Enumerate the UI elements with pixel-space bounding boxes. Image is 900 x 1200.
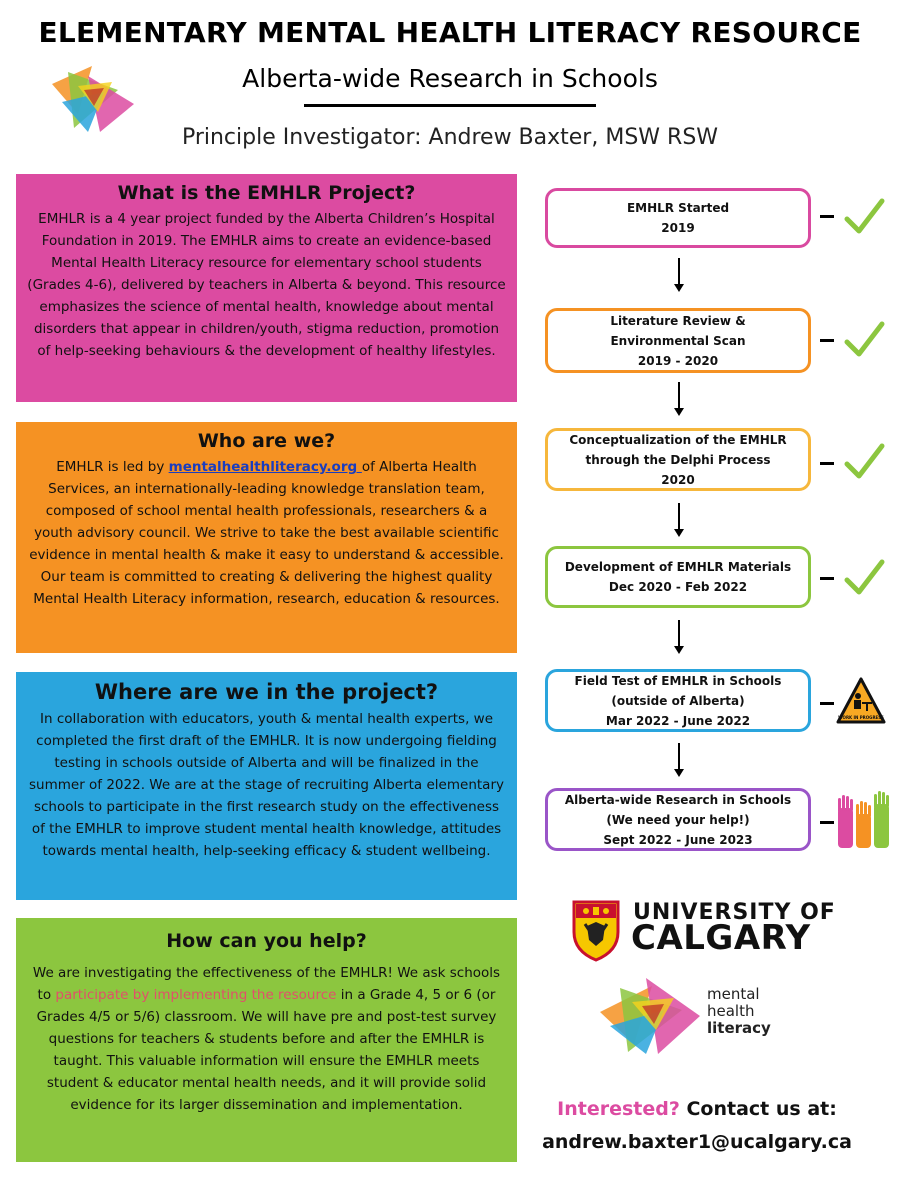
help-body-rest: in a Grade 4, 5 or 6 (or Grades 4/5 or 5/6) classroom. We will have pre and post-test survey questions for teachers & students before and after the EMHLR is taught. This valuable information will ensure the EMHLR meets student & educator mental health needs, and it will provide solid evidence for its larger dissemination and implementation. bbox=[36, 987, 497, 1113]
what-is-emhlr-panel bbox=[16, 174, 517, 402]
help-body-intro: We are investigating the effectiveness of the EMHLR! We ask schools to bbox=[32, 965, 501, 1003]
step-subtitle: Environmental Scan bbox=[610, 333, 746, 348]
arrow-down-icon bbox=[672, 620, 686, 654]
page-subtitle: Alberta-wide Research in Schools bbox=[242, 64, 658, 93]
arrow-down-icon bbox=[672, 503, 686, 537]
help-highlight: participate by implementing the resource bbox=[55, 987, 337, 1003]
who-body-intro: EMHLR is led by bbox=[56, 459, 169, 475]
how-can-you-help-panel bbox=[16, 918, 517, 1162]
mhl-word-health: health bbox=[707, 1002, 755, 1020]
mhl-website-link[interactable]: mentalhealthliteracy.org bbox=[168, 459, 362, 475]
status-dash bbox=[820, 215, 834, 218]
step-date: Sept 2022 - June 2023 bbox=[603, 832, 753, 847]
timeline-step-1 bbox=[545, 188, 811, 248]
step-date: 2019 - 2020 bbox=[637, 353, 719, 368]
contact-label: Contact us at: bbox=[679, 1098, 837, 1120]
project-status-heading: Where are we in the project? bbox=[94, 680, 439, 704]
status-dash bbox=[820, 821, 834, 824]
how-can-you-help-body bbox=[26, 962, 507, 1116]
page-title: ELEMENTARY MENTAL HEALTH LITERACY RESOURCE bbox=[38, 16, 862, 49]
who-body-rest: of Alberta Health Services, an internationally-leading knowledge translation team, composed of school mental health professionals, researchers & a youth advisory council. We strive to take the best available scientific evidence in mental health & make it easy to understand & accessible. Our team is committed to creating & delivering the highest quality Mental Health Literacy information, research, education & resources. bbox=[29, 459, 504, 607]
who-are-we-body bbox=[26, 456, 507, 610]
university-name-line2: CALGARY bbox=[631, 918, 811, 958]
check-icon bbox=[842, 440, 886, 484]
step-title: Literature Review & bbox=[610, 313, 746, 328]
mhl-wordmark bbox=[707, 986, 771, 1037]
status-dash bbox=[820, 339, 834, 342]
status-dash bbox=[820, 577, 834, 580]
timeline-step-5 bbox=[545, 669, 811, 732]
step-subtitle: (We need your help!) bbox=[606, 812, 750, 827]
arrow-down-icon bbox=[672, 743, 686, 777]
mhl-word-literacy: literacy bbox=[707, 1019, 771, 1037]
check-icon bbox=[842, 556, 886, 600]
step-title: Field Test of EMHLR in Schools bbox=[574, 673, 782, 688]
how-can-you-help-heading: How can you help? bbox=[166, 930, 367, 952]
step-date: 2020 bbox=[661, 472, 695, 487]
contact-email[interactable]: andrew.baxter1@ucalgary.ca bbox=[542, 1131, 852, 1153]
title-divider bbox=[304, 104, 596, 107]
step-date: Mar 2022 - June 2022 bbox=[605, 713, 751, 728]
principal-investigator: Principle Investigator: Andrew Baxter, MSW RSW bbox=[181, 125, 719, 150]
mhl-word-mental: mental bbox=[707, 985, 760, 1003]
who-are-we-heading: Who are we? bbox=[197, 430, 336, 452]
what-is-emhlr-heading: What is the EMHLR Project? bbox=[117, 182, 416, 204]
step-date: Dec 2020 - Feb 2022 bbox=[608, 580, 748, 594]
timeline-step-4 bbox=[545, 546, 811, 608]
step-title: EMHLR Started bbox=[626, 201, 730, 215]
step-subtitle: through the Delphi Process bbox=[585, 452, 771, 467]
contact-prompt-line bbox=[532, 1093, 862, 1126]
project-status-body: In collaboration with educators, youth & mental health experts, we completed the first draft of the EMHLR. It is now undergoing fielding testing in schools outside of Alberta and will be finalized in the summer of 2022. We are at the stage of recruiting Alberta elementary schools to participate in the first research study on the effectiveness of the EMHLR to improve student mental health knowledge, attitudes towards mental health, help-seeking efficacy & student wellbeing. bbox=[29, 711, 504, 859]
check-icon bbox=[842, 318, 886, 362]
step-date: 2019 bbox=[661, 221, 695, 235]
project-status-panel bbox=[16, 672, 517, 900]
timeline-step-6 bbox=[545, 788, 811, 851]
arrow-down-icon bbox=[672, 258, 686, 292]
step-title: Alberta-wide Research in Schools bbox=[564, 792, 792, 807]
work-in-progress-icon bbox=[836, 676, 886, 726]
university-of-calgary-crest-icon bbox=[571, 900, 621, 962]
university-name-line1: UNIVERSITY OF bbox=[633, 900, 836, 925]
status-dash bbox=[820, 702, 834, 705]
who-are-we-panel bbox=[16, 422, 517, 653]
status-dash bbox=[820, 462, 834, 465]
check-icon bbox=[842, 195, 886, 239]
timeline-step-3 bbox=[545, 428, 811, 491]
raised-hands-icon bbox=[836, 790, 892, 850]
step-subtitle: (outside of Alberta) bbox=[611, 693, 745, 708]
mental-health-literacy-logo-icon bbox=[598, 972, 702, 1056]
what-is-emhlr-body: EMHLR is a 4 year project funded by the Alberta Children’s Hospital Foundation in 2019. The EMHLR aims to create an evidence-based Mental Health Literacy resource for elementary school students (Grades 4-6), delivered by teachers in Alberta & beyond. This resource emphasizes the science of mental health, knowledge about mental disorders that appear in children/youth, stigma reduction, promotion of help-seeking behaviours & the development of healthy lifestyles. bbox=[27, 211, 506, 359]
timeline-step-2 bbox=[545, 308, 811, 373]
contact-block bbox=[532, 1093, 862, 1159]
contact-interested: Interested? bbox=[557, 1098, 680, 1120]
step-title: Development of EMHLR Materials bbox=[564, 560, 792, 574]
step-title: Conceptualization of the EMHLR bbox=[569, 432, 787, 447]
work-in-progress-label: WORK IN PROGRESS bbox=[838, 715, 884, 720]
arrow-down-icon bbox=[672, 382, 686, 416]
